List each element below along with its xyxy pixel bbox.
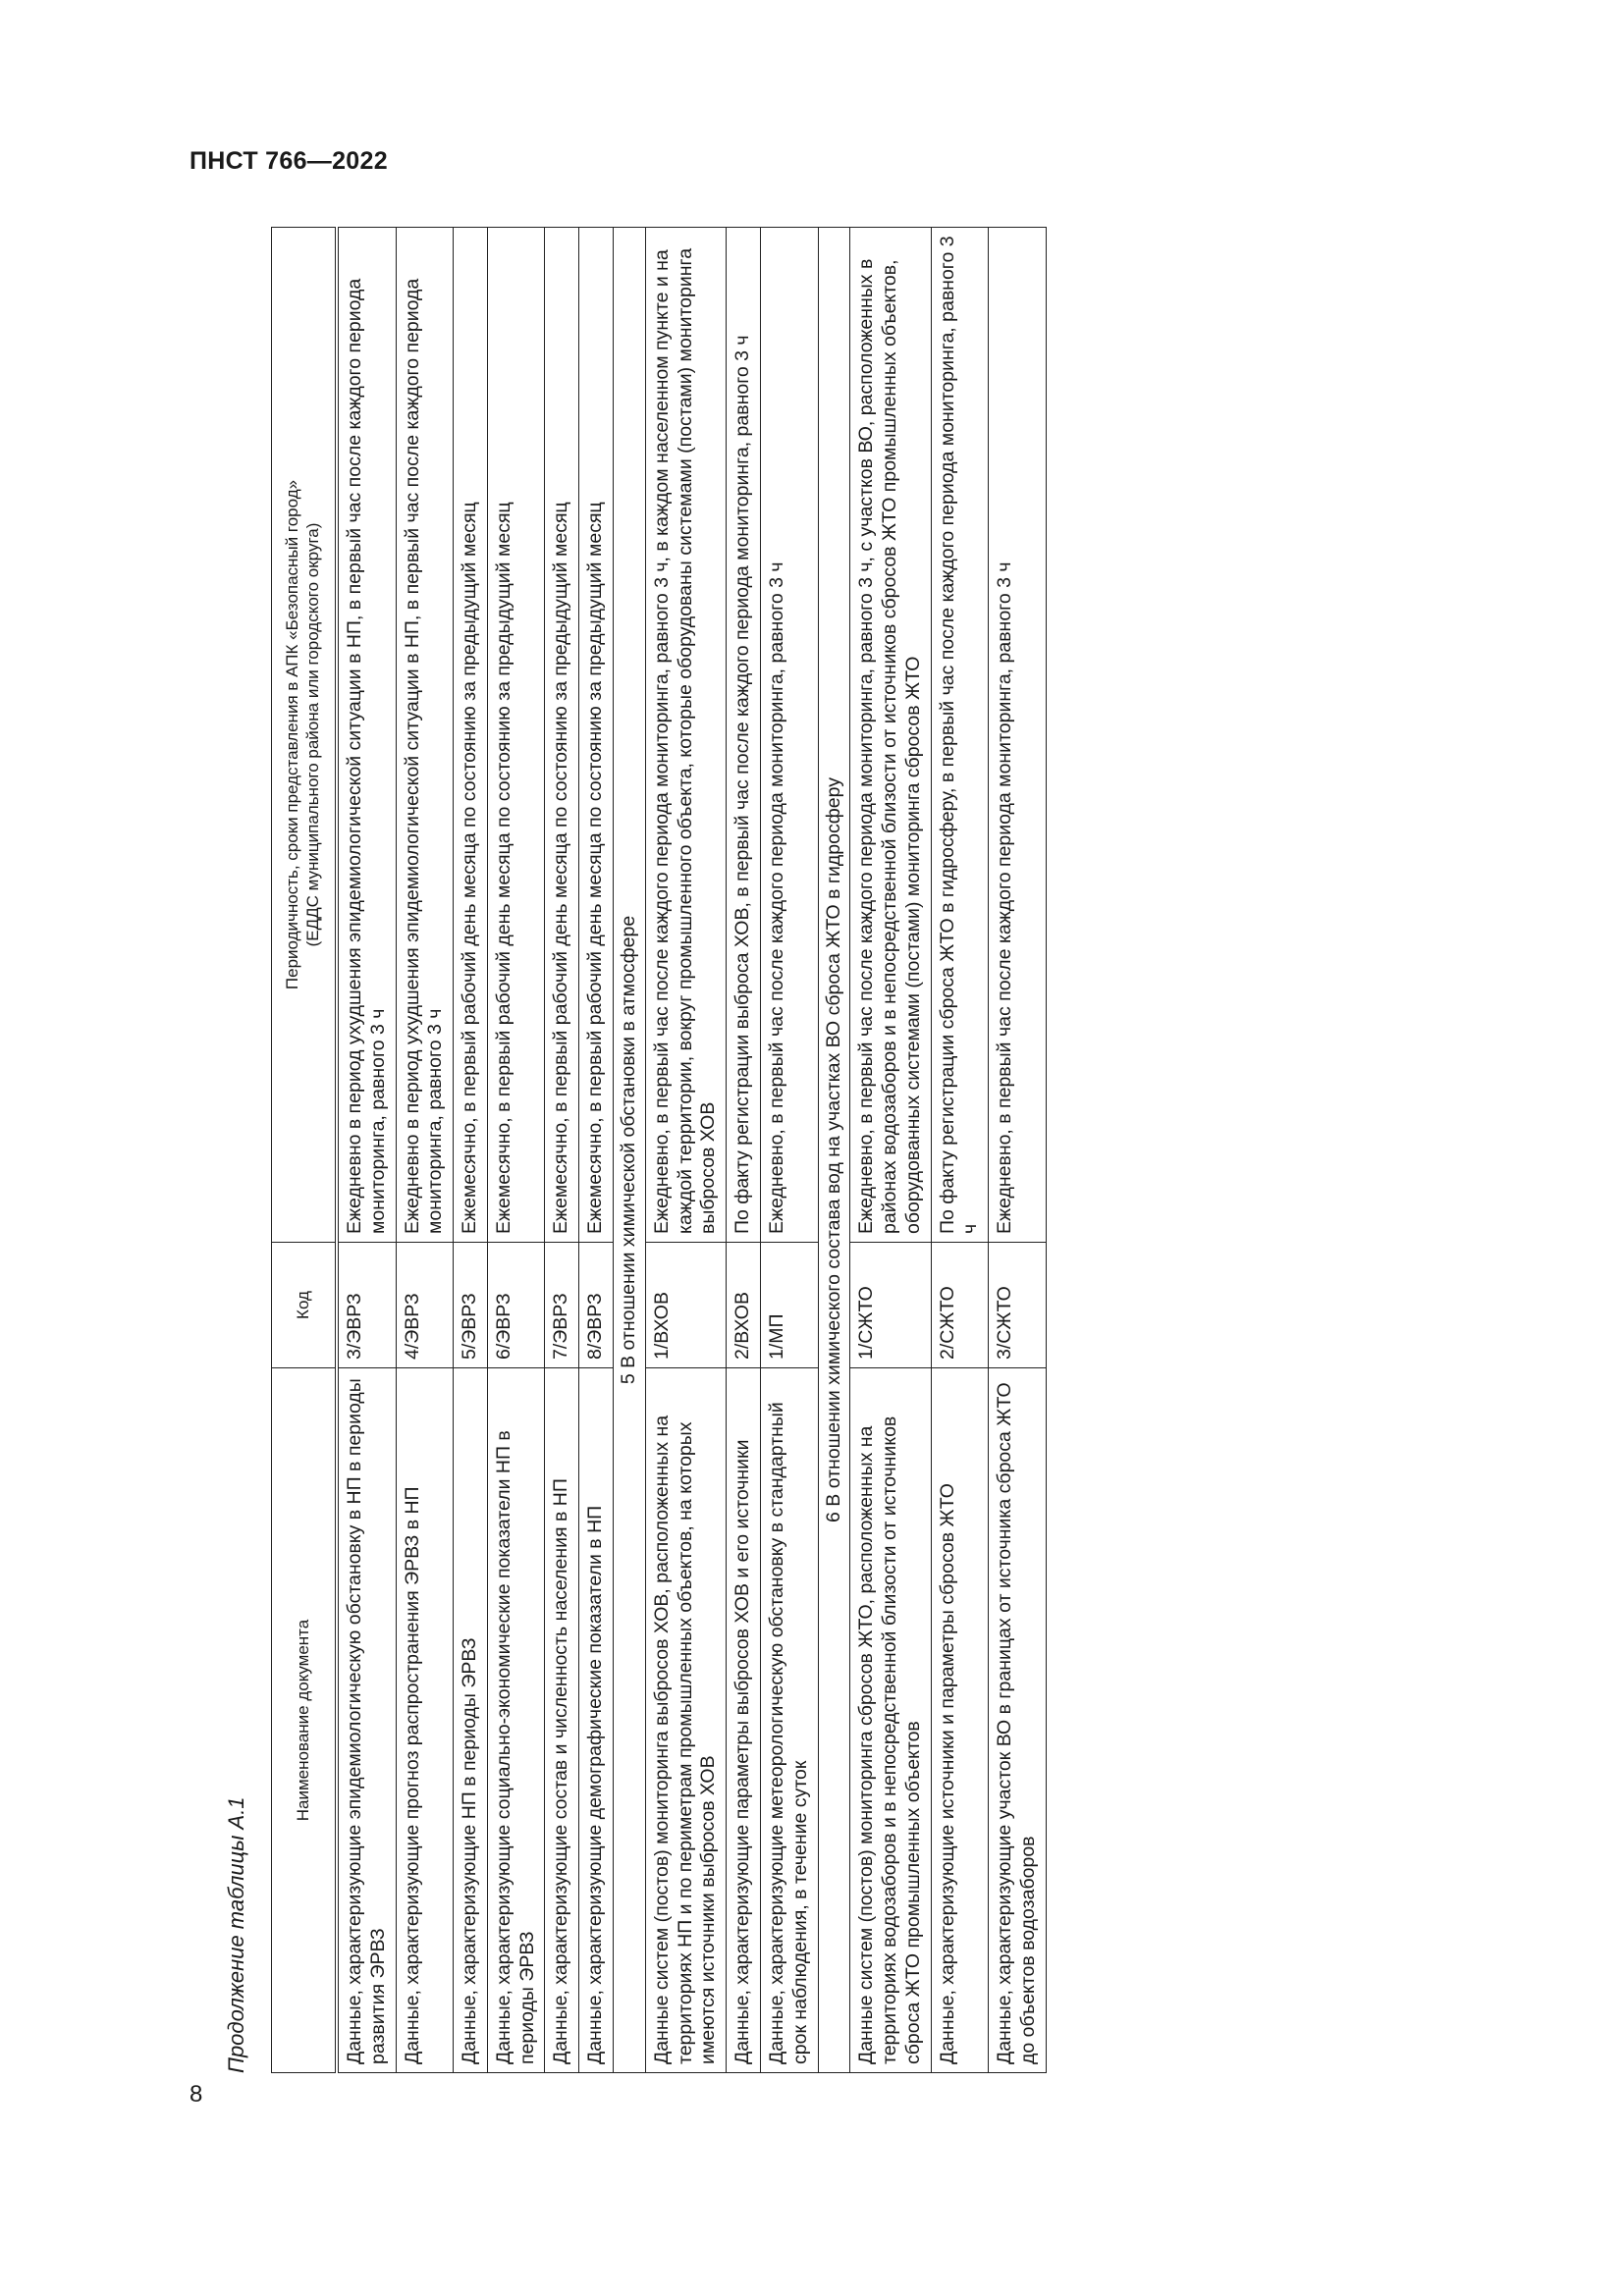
code-cell: 2/ВХОВ (727, 1243, 761, 1368)
column-header-period (272, 228, 338, 1243)
code-cell: 6/ЭВРЗ (487, 1243, 545, 1368)
continuation-table (271, 227, 1047, 2073)
doc-name-cell: Данные, характеризующие социально-экономические показатели НП в периоды ЭРВЗ (487, 1368, 545, 2073)
period-cell: Ежедневно, в первый час после каждого периода мониторинга, равного 3 ч (989, 228, 1047, 1243)
period-cell: По факту регистрации выброса ХОВ, в первый час после каждого периода мониторинга, равного 3 ч (727, 228, 761, 1243)
code-cell: 5/ЭВРЗ (454, 1243, 488, 1368)
period-cell: Ежедневно, в первый час после каждого периода мониторинга, равного 3 ч, в каждом населенном пункте и на каждой территории, вокруг промышленного объекта, которые оборудованы системами (постами) мониторинга выбросов ХОВ (645, 228, 726, 1243)
table-row (727, 228, 761, 2073)
table-caption: Продолжение таблицы А.1 (224, 1796, 248, 2073)
doc-name-cell: Данные, характеризующие НП в периоды ЭРВЗ (454, 1368, 488, 2073)
code-cell: 3/СЖТО (989, 1243, 1047, 1368)
rotated-table-area (224, 228, 1522, 2073)
table-row (579, 228, 614, 2073)
period-cell: Ежемесячно, в первый рабочий день месяца по состоянию за предыдущий месяц (454, 228, 488, 1243)
doc-name-cell: Данные, характеризующие источники и параметры сбросов ЖТО (931, 1368, 989, 2073)
column-header-name: Наименование документа (272, 1368, 338, 2073)
period-cell: Ежедневно, в первый час после каждого периода мониторинга, равного 3 ч, с участков ВО, расположенных в районах водозаборов и в непосредственной близости от источников сбросов ЖТО промышленных объектов, оборудованных системами (постами) мониторинга сбросов ЖТО (850, 228, 931, 1243)
table-row (337, 228, 396, 2073)
doc-name-cell: Данные систем (постов) мониторинга сбросов ЖТО, расположенных на территориях водозаборов и в непосредственной близости от источников сброса ЖТО промышленных объектов (850, 1368, 931, 2073)
doc-name-cell: Данные систем (постов) мониторинга выбросов ХОВ, расположенных на территориях НП и по периметрам промышленных объектов, на которых имеются источники выбросов ХОВ (645, 1368, 726, 2073)
code-cell: 1/МП (760, 1243, 818, 1368)
table-row (989, 228, 1047, 2073)
table-row (545, 228, 579, 2073)
code-cell: 3/ЭВРЗ (337, 1243, 396, 1368)
table-row (454, 228, 488, 2073)
page-number: 8 (189, 2081, 203, 2108)
code-cell: 8/ЭВРЗ (579, 1243, 614, 1368)
section-heading-row (614, 228, 646, 2073)
period-cell: Ежемесячно, в первый рабочий день месяца по состоянию за предыдущий месяц (579, 228, 614, 1243)
table-row (760, 228, 818, 2073)
period-cell: Ежемесячно, в первый рабочий день месяца по состоянию за предыдущий месяц (545, 228, 579, 1243)
code-cell: 1/ВХОВ (645, 1243, 726, 1368)
doc-name-cell: Данные, характеризующие метеорологическую обстановку в стандартный срок наблюдения, в течение суток (760, 1368, 818, 2073)
code-cell: 7/ЭВРЗ (545, 1243, 579, 1368)
table-header-row (272, 228, 338, 2073)
document-header: ПНСТ 766—2022 (189, 147, 388, 175)
code-cell: 1/СЖТО (850, 1243, 931, 1368)
section-heading: 5 В отношении химической обстановки в атмосфере (614, 228, 646, 2073)
period-cell: Ежедневно в период ухудшения эпидемиологической ситуации в НП, в первый час после каждого периода мониторинга, равного 3 ч (396, 228, 454, 1243)
doc-name-cell: Данные, характеризующие параметры выбросов ХОВ и его источники (727, 1368, 761, 2073)
doc-name-cell: Данные, характеризующие участок ВО в границах от источника сброса ЖТО до объектов водозаборов (989, 1368, 1047, 2073)
section-heading-row (818, 228, 850, 2073)
period-cell: Ежедневно, в первый час после каждого периода мониторинга, равного 3 ч (760, 228, 818, 1243)
table-row (850, 228, 931, 2073)
period-cell: По факту регистрации сброса ЖТО в гидросферу, в первый час после каждого периода мониторинга, равного 3 ч (931, 228, 989, 1243)
column-header-period-line2: (ЕДДС муниципального района или городского округа) (303, 522, 322, 947)
code-cell: 4/ЭВРЗ (396, 1243, 454, 1368)
doc-name-cell: Данные, характеризующие прогноз распространения ЭРВЗ в НП (396, 1368, 454, 2073)
doc-name-cell: Данные, характеризующие эпидемиологическую обстановку в НП в периоды развития ЭРВЗ (337, 1368, 396, 2073)
column-header-period-line1: Периодичность, сроки представления в АПК «Безопасный город» (283, 479, 302, 990)
doc-name-cell: Данные, характеризующие демографические показатели в НП (579, 1368, 614, 2073)
section-heading: 6 В отношении химического состава вод на участках ВО сброса ЖТО в гидросферу (818, 228, 850, 2073)
table-row (645, 228, 726, 2073)
period-cell: Ежемесячно, в первый рабочий день месяца по состоянию за предыдущий месяц (487, 228, 545, 1243)
period-cell: Ежедневно в период ухудшения эпидемиологической ситуации в НП, в первый час после каждого периода мониторинга, равного 3 ч (337, 228, 396, 1243)
table-row (487, 228, 545, 2073)
doc-name-cell: Данные, характеризующие состав и численность населения в НП (545, 1368, 579, 2073)
table-row (931, 228, 989, 2073)
table-row (396, 228, 454, 2073)
column-header-code: Код (272, 1243, 338, 1368)
code-cell: 2/СЖТО (931, 1243, 989, 1368)
